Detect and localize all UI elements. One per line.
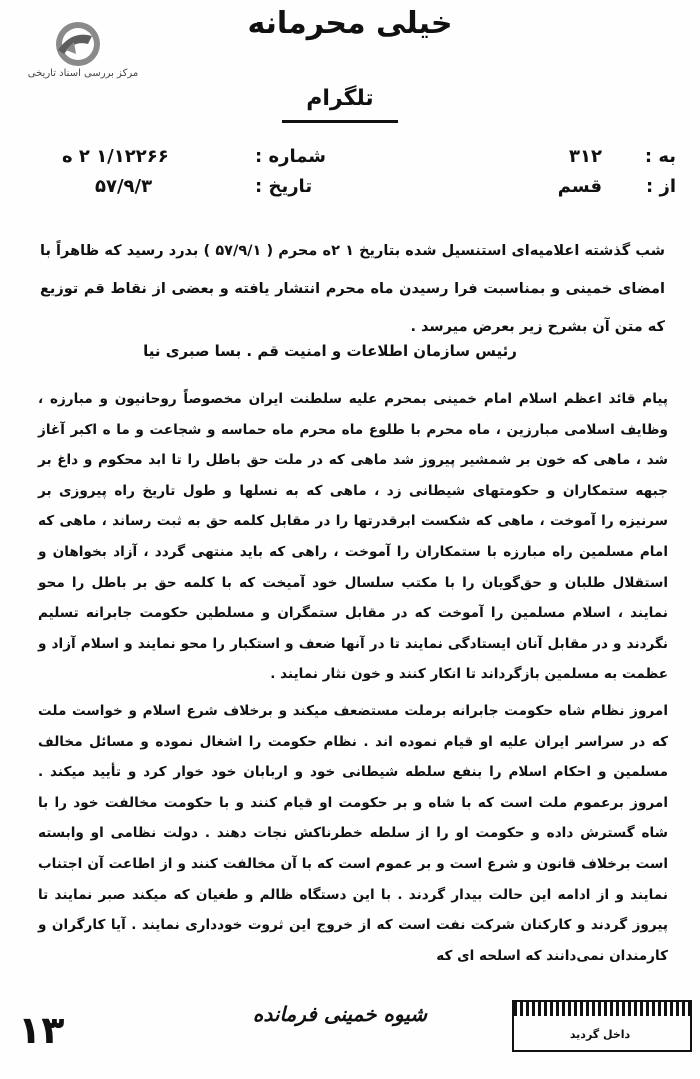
- number-label: شماره :: [255, 146, 326, 167]
- number-value: ۱/۱۲۲۶۶ ۲ ه: [62, 146, 169, 167]
- intro-paragraph: شب گذشته اعلامیه‌ای استنسیل شده بتاریخ ۱ ۲ه محرم ( ۵۷/۹/۱ ) بدرد رسید که ظاهراً با امضای خمینی و بمناسبت فرا رسیدن ماه محرم انتشار یافته و بعضی از نقاط قم توزیع که متن آن بشرح زیر بعرض میرسد .: [40, 243, 666, 335]
- to-label: به :: [644, 146, 676, 167]
- signature: شیوه خمینی فرمانده: [252, 1002, 428, 1026]
- message-body: [38, 384, 668, 971]
- heading-underline: [282, 120, 398, 123]
- archive-logo-icon: [48, 20, 102, 68]
- archive-caption: مرکز بررسی اسناد تاریخی: [27, 68, 139, 79]
- date-label: تاریخ :: [255, 176, 313, 197]
- date-value: ۵۷/۹/۳: [95, 176, 153, 197]
- body-paragraph: امروز نظام شاه حکومت جابرانه برملت مستضعف میکند و برخلاف شرع اسلام و خواست ملت که در سراسر ایران علیه او قیام نموده اند . نظام حکومت را اشغال نموده و مسائل مخالف مسلمین و احکام اسلام را بنفع سلطه شیطانی خود و اربابان خود خوار کرد و تأیید میکند . امروز برعموم ملت است که با شاه و بر حکومت او قیام کنند و با حکومت مخالفت خود را با شاه گسترش داده و حکومت او را از سلطه خطرناکش نجات دهند . دولت نظامی او وابسته است برخلاف قانون و شرع است و بر عموم است که با آن مخالفت کنند و از اطاعت آن اجتناب نمایند و از ادامه این حالت بیدار گردند . با این دستگاه ظالم و طغیان که میکند صبر نمایند تا پیروز گردند و کارکنان شرکت نفت است که از خروج این ثروت خودداری نمایند . آیا کارگران و کارمندان نمی‌دانند که اسلحه ای که: [38, 702, 668, 964]
- from-label: از :: [646, 176, 676, 197]
- page-number: ۱۳: [18, 1008, 65, 1052]
- receipt-stamp: [512, 1000, 692, 1052]
- stamp-text: داخل گردید: [569, 1028, 631, 1041]
- classification-heading: خیلی محرمانه: [247, 6, 453, 41]
- from-value: قسم: [557, 176, 602, 197]
- subject-line: رئیس سازمان اطلاعات و امنیت قم . بسا صبری نیا: [143, 342, 517, 360]
- to-value: ۳۱۲: [569, 146, 602, 167]
- body-paragraph: پیام قائد اعظم اسلام امام خمینی بمحرم علیه سلطنت ایران مخصوصاً روحانیون و مبارزه ، وظایف اسلامی مبارزین ، ماه محرم با طلوع ماه محرم ماه حماسه و شجاعت و ما ه اکبر آغاز شد ، ماهی که خون بر شمشیر پیروز شد ماهی که در ملت حق باطل را تا ابد محکوم و داغ بر جبهه ستمکاران و حکومتهای شیطانی زد ، ماهی که به نسلها و طول تاریخ راه پیروزی بر سرنیزه را آموخت ، ماهی که شکست ابرقدرتها را در مقابل کلمه حق به ثبت رساند ، ماهی که امام مسلمین راه مبارزه با ستمکاران را آموخت ، راهی که باید منتهی گردد ، آزاد بخواهان و استقلال طلبان و حق‌گویان را با مکتب سلسال خود آمیخت که با کلمه حق بر باطل را محو نمایند ، اسلام مسلمین را آموخت که در مقابل ستمگران و مسلطین حکومت جابرانه تسلیم نگردند و در مقابل آنان ایستادگی نمایند تا در آنها ضعف و استکبار را محو نمایند و اسلام آزاد و عظمت به مسلمین بازگرداند تا انکار کنند و خون نثار نمایند .: [38, 391, 668, 683]
- telegram-heading: تلگرام: [306, 86, 374, 111]
